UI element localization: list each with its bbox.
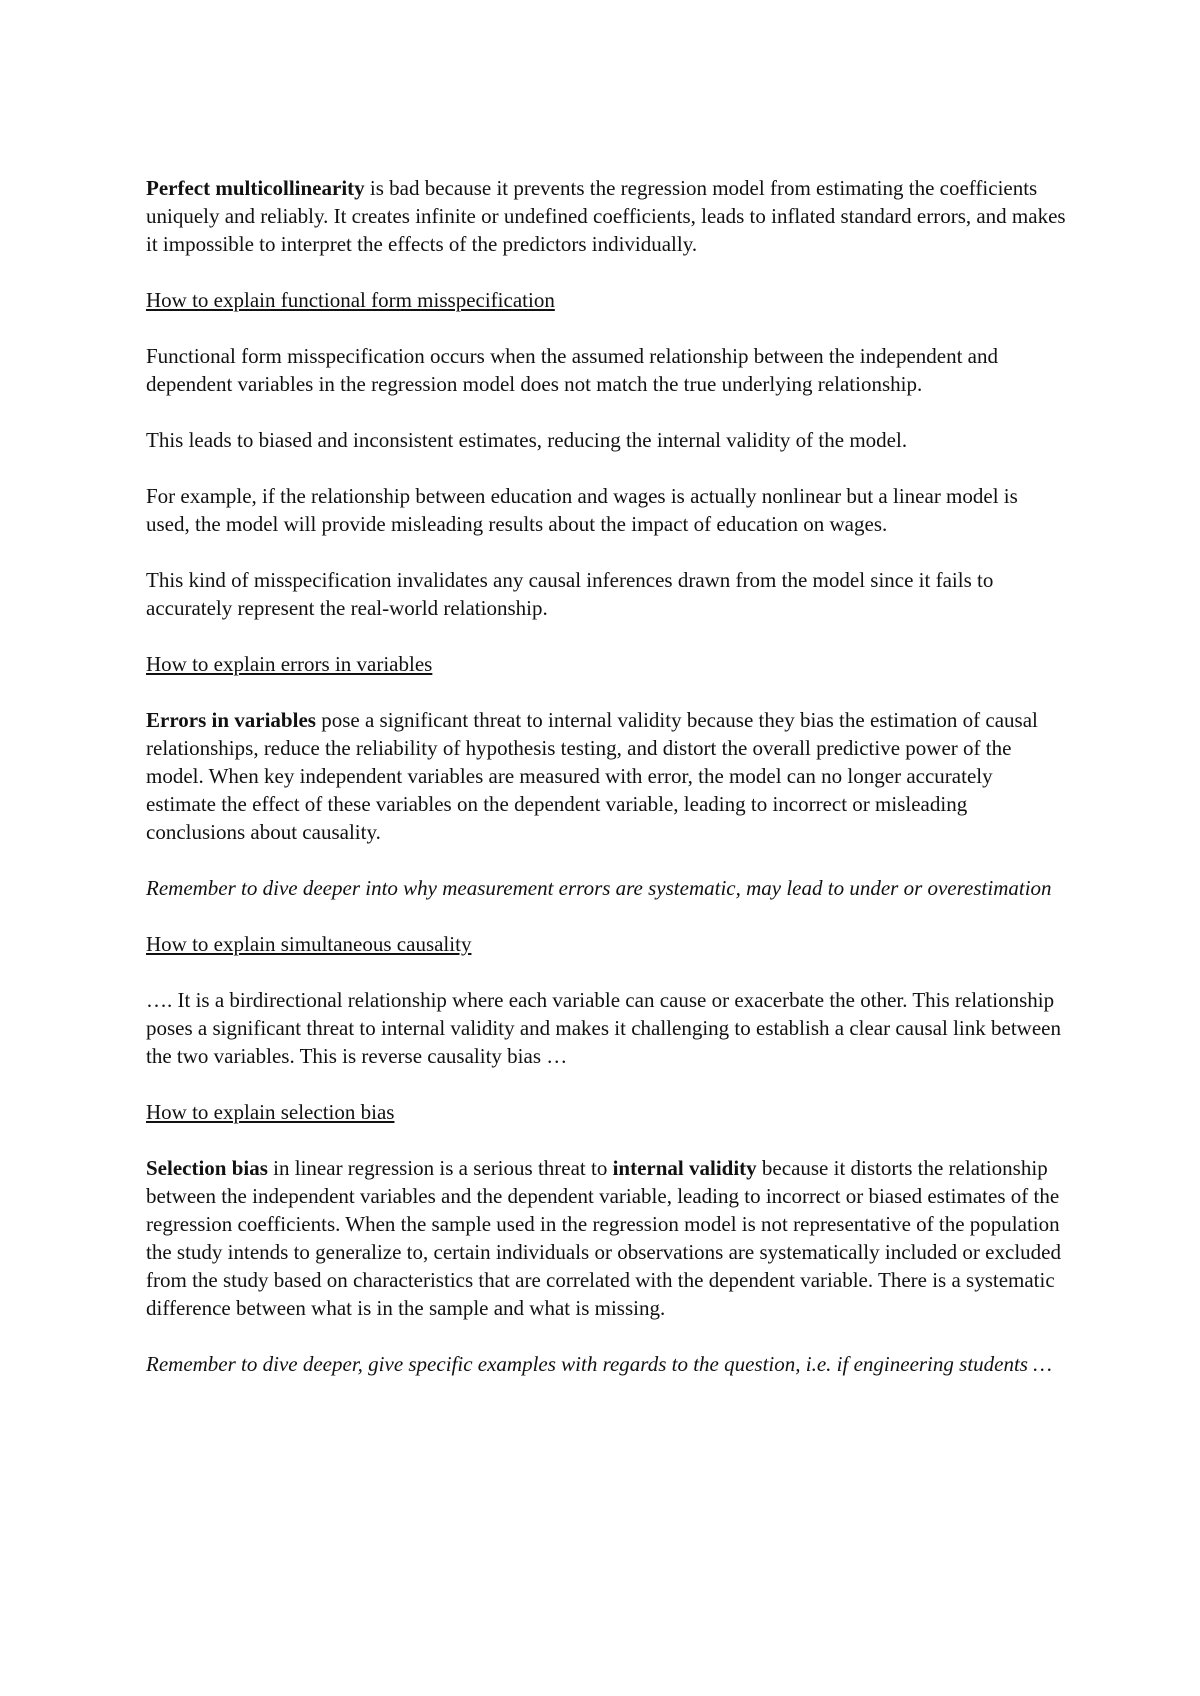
- paragraph-text: is bad because it prevents the regression model from estimating the coefficients uniquely and reliably. It creates infinite or undefined coefficients, leads to inflated standard errors, and makes it impossible to interpret the effects of the predictors individually.: [146, 176, 1066, 256]
- document-page: [146, 174, 1066, 1406]
- term-internal-validity: internal validity: [612, 1156, 757, 1180]
- paragraph-text: because it distorts the relationship between the independent variables and the dependent variable, leading to incorrect or biased estimates of the regression coefficients. When the sample used in the regression model is not representative of the population the study intends to generalize to, certain individuals or observations are systematically included or excluded from the study based on characteristics that are correlated with the dependent variable. There is a systematic difference between what is in the sample and what is missing.: [146, 1156, 1061, 1320]
- heading-simultaneous-causality: How to explain simultaneous causality: [146, 932, 472, 956]
- paragraph-simultaneous-causality: …. It is a birdirectional relationship where each variable can cause or exacerbate the other. This relationship poses a significant threat to internal validity and makes it challenging to establish a clear causal link between the two variables. This is reverse causality bias …: [146, 988, 1061, 1068]
- term-selection-bias: Selection bias: [146, 1156, 268, 1180]
- paragraph-text: pose a significant threat to internal validity because they bias the estimation of causal relationships, reduce the reliability of hypothesis testing, and distort the overall predictive power of the model. When key independent variables are measured with error, the model can no longer accurately estimate the effect of these variables on the dependent variable, leading to incorrect or misleading conclusions about causality.: [146, 708, 1038, 844]
- heading-errors-in-variables: How to explain errors in variables: [146, 652, 433, 676]
- paragraph-example: For example, if the relationship between education and wages is actually nonlinear but a linear model is used, the model will provide misleading results about the impact of education on wages.: [146, 484, 1018, 536]
- term-errors-in-variables: Errors in variables: [146, 708, 316, 732]
- paragraph-biased-estimates: This leads to biased and inconsistent estimates, reducing the internal validity of the model.: [146, 428, 908, 452]
- paragraph-errors-in-variables: [146, 706, 1066, 846]
- note-specific-examples: Remember to dive deeper, give specific examples with regards to the question, i.e. if engineering students …: [146, 1352, 1052, 1376]
- paragraph-functional-form-definition: Functional form misspecification occurs when the assumed relationship between the independent and dependent variables in the regression model does not match the true underlying relationship.: [146, 344, 999, 396]
- term-perfect-multicollinearity: Perfect multicollinearity: [146, 176, 365, 200]
- note-measurement-errors: Remember to dive deeper into why measurement errors are systematic, may lead to under or overestimation: [146, 876, 1052, 900]
- paragraph-text: in linear regression is a serious threat to: [267, 1156, 613, 1180]
- heading-selection-bias: How to explain selection bias: [146, 1100, 395, 1124]
- paragraph-invalidates-inferences: This kind of misspecification invalidates any causal inferences drawn from the model since it fails to accurately represent the real-world relationship.: [146, 568, 994, 620]
- paragraph-selection-bias: [146, 1154, 1066, 1322]
- heading-functional-form: How to explain functional form misspecification: [146, 288, 555, 312]
- paragraph-perfect-multicollinearity: [146, 174, 1066, 258]
